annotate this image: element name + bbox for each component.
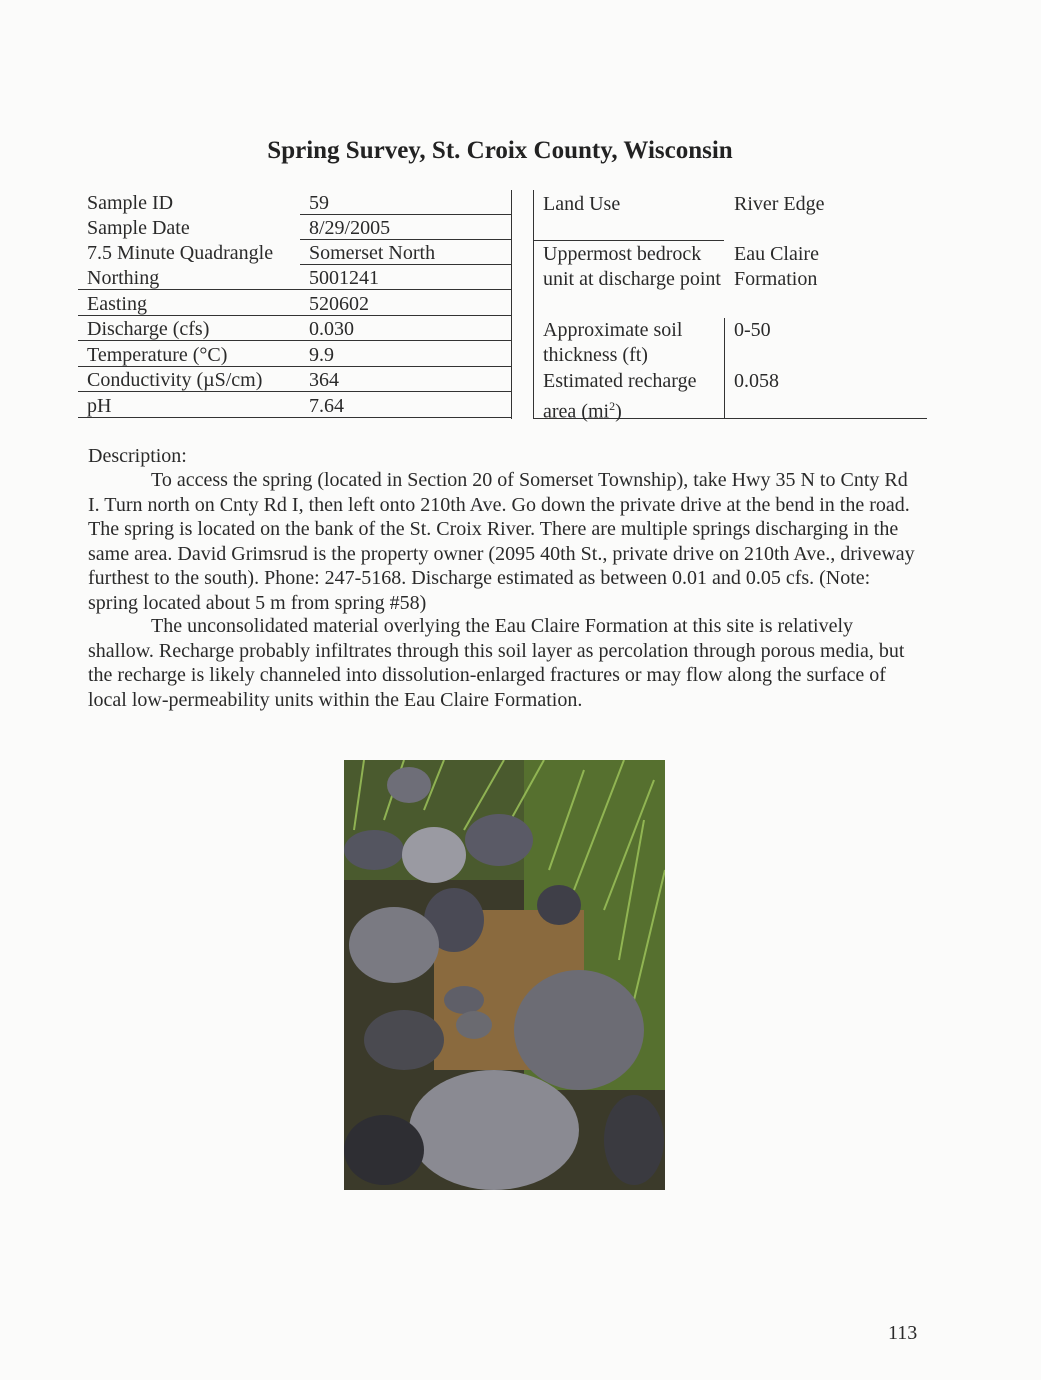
row-value: 8/29/2005 <box>309 217 391 239</box>
divider <box>78 417 512 418</box>
row-value: 5001241 <box>309 267 379 289</box>
table-row <box>78 240 512 265</box>
table-row <box>78 367 512 392</box>
row-value: 59 <box>309 192 329 214</box>
land-use-label: Land Use <box>543 193 621 215</box>
table-row <box>78 342 512 367</box>
sample-data-table <box>78 190 512 419</box>
divider <box>533 190 534 419</box>
table-row <box>78 265 512 290</box>
row-label: pH <box>87 395 112 417</box>
row-value: 520602 <box>309 293 369 315</box>
description-paragraph: To access the spring (located in Section 20 of Somerset Township), take Hwy 35 N to Cnty Rd I. Turn north on Cnty Rd I, then left onto 210th Ave. Go down the private drive at the bend in the road. The spring is located on the bank of the St. Croix River. There are multiple springs discharging in the same area. David Grimsrud is the property owner (2095 40th St., private drive on 210th Ave., driveway furthest to the south). Phone: 247-5168. Discharge estimated as between 0.01 and 0.05 cfs. (Note: spring located about 5 m from spring #58) <box>88 469 915 614</box>
row-label: Northing <box>87 267 160 289</box>
land-use-value: River Edge <box>734 193 825 215</box>
description-label: Description: <box>88 445 187 467</box>
soil-thickness-label: Approximate soil thickness (ft) <box>543 319 683 366</box>
table-row <box>78 215 512 240</box>
row-value: 7.64 <box>309 395 344 417</box>
row-label: 7.5 Minute Quadrangle <box>87 242 274 264</box>
divider <box>78 289 512 290</box>
divider <box>511 190 512 419</box>
divider <box>533 240 724 241</box>
recharge-area-value: 0.058 <box>734 370 779 392</box>
row-value: 0.030 <box>309 318 354 340</box>
recharge-area-label: Estimated recharge area $(mi^2)$ <box>543 370 697 423</box>
table-row <box>78 316 512 341</box>
divider <box>78 391 512 392</box>
row-label: Sample Date <box>87 217 190 239</box>
divider <box>78 340 512 341</box>
page-number: 113 <box>888 1322 918 1344</box>
row-label: Conductivity (µS/cm) <box>87 369 263 391</box>
divider <box>724 318 725 419</box>
page-title: Spring Survey, St. Croix County, Wisconsin <box>267 137 733 164</box>
table-row <box>78 291 512 316</box>
bedrock-value: Eau Claire Formation <box>734 243 819 290</box>
table-row <box>78 393 512 418</box>
spring-photo <box>344 760 665 1190</box>
row-label: Easting <box>87 293 147 315</box>
table-row <box>78 190 512 215</box>
soil-thickness-value: 0-50 <box>734 319 771 341</box>
row-value: 9.9 <box>309 344 334 366</box>
row-label: Discharge (cfs) <box>87 318 210 340</box>
description-paragraph: The unconsolidated material overlying the Eau Claire Formation at this site is relatively shallow. Recharge probably infiltrates through this soil layer as percolation through porous media, but the recharge is likely channeled into dissolution-enlarged fractures or may flow along the surface of local low-permeability units within the Eau Claire Formation. <box>88 615 905 711</box>
row-label: Temperature (°C) <box>87 344 228 366</box>
bedrock-label: Uppermost bedrock unit at discharge point <box>543 243 721 290</box>
row-label: Sample ID <box>87 192 174 214</box>
row-value: 364 <box>309 369 339 391</box>
row-value: Somerset North <box>309 242 436 264</box>
site-info-table <box>533 190 927 423</box>
